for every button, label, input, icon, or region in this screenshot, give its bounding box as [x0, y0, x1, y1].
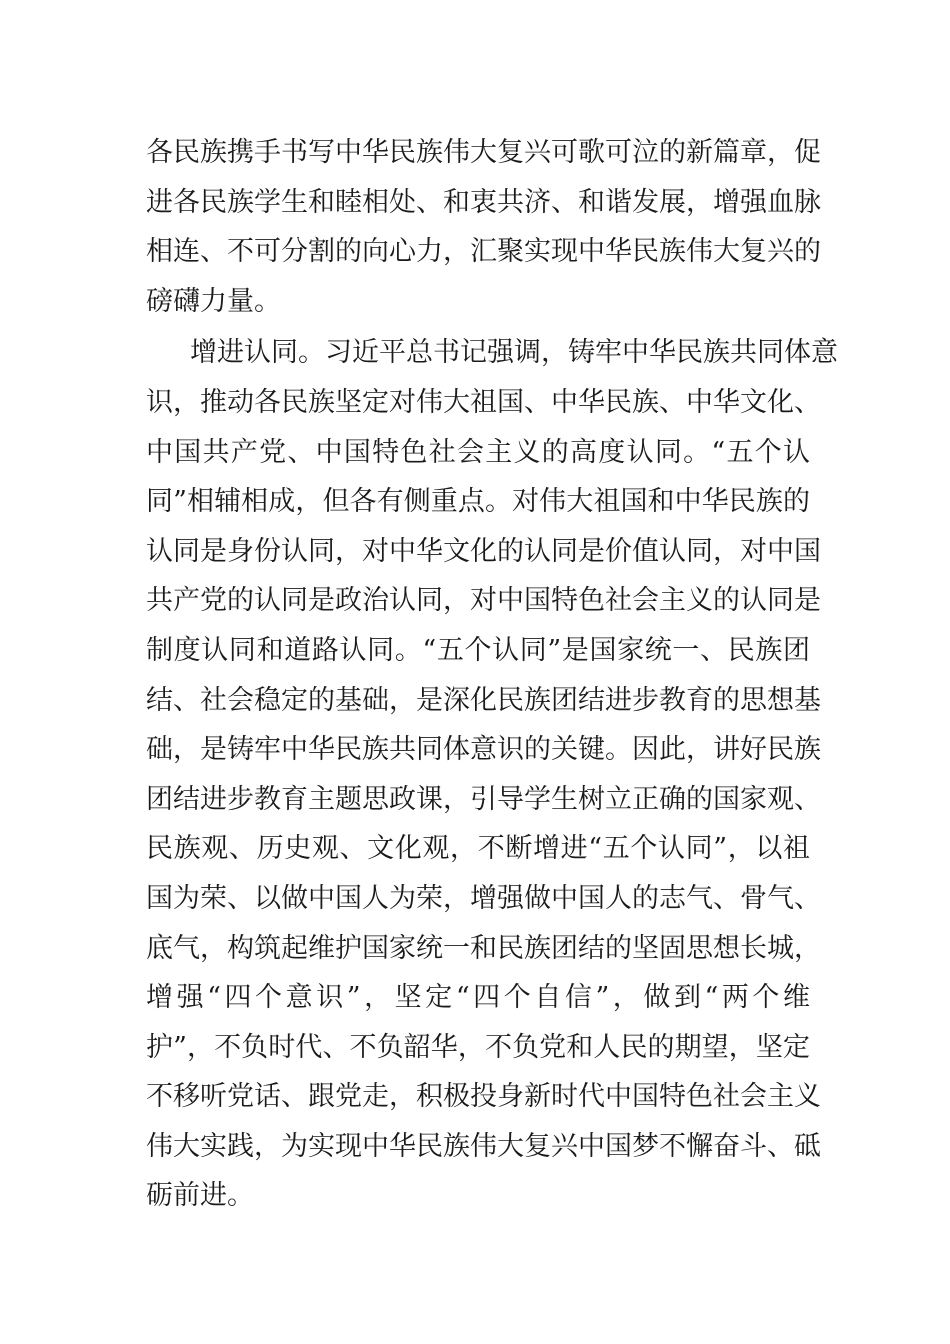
paragraph-line: 制度认同和道路认同。“五个认同”是国家统一、民族团	[146, 634, 810, 666]
paragraph-line: 伟大实践，为实现中华民族伟大复兴中国梦不懈奋斗、砥	[146, 1130, 821, 1162]
paragraph-line: 共产党的认同是政治认同，对中国特色社会主义的认同是	[146, 585, 821, 617]
paragraph-line: 进各民族学生和睦相处、和衷共济、和谐发展，增强血脉	[146, 186, 821, 218]
paragraph-line: 相连、不可分割的向心力，汇聚实现中华民族伟大复兴的	[146, 236, 821, 268]
body-text	[146, 128, 838, 1221]
paragraph-line: 同”相辅相成，但各有侧重点。对伟大祖国和中华民族的	[146, 486, 810, 518]
paragraph-line: 中国共产党、中国特色社会主义的高度认同。“五个认	[146, 436, 810, 468]
paragraph-line: 护”，不负时代、不负韶华，不负党和人民的期望，坚定	[146, 1031, 810, 1063]
paragraph-line: 各民族携手书写中华民族伟大复兴可歌可泣的新篇章，促	[146, 137, 821, 168]
paragraph-line: 增进认同。习近平总书记强调，铸牢中华民族共同体意	[190, 337, 838, 369]
paragraph-line: 增强“四个意识”，坚定“四个自信”，做到“两个维	[146, 982, 810, 1014]
paragraph-line: 团结进步教育主题思政课，引导学生树立正确的国家观、	[146, 783, 821, 815]
paragraph-line: 认同是身份认同，对中华文化的认同是价值认同，对中国	[146, 535, 821, 567]
paragraph-line: 砺前进。	[146, 1180, 254, 1212]
paragraph-2	[146, 328, 838, 1221]
paragraph-1	[146, 128, 821, 326]
paragraph-line: 不移听党话、跟党走，积极投身新时代中国特色社会主义	[146, 1081, 821, 1113]
paragraph-line: 识，推动各民族坚定对伟大祖国、中华民族、中华文化、	[146, 386, 821, 418]
paragraph-line: 结、社会稳定的基础，是深化民族团结进步教育的思想基	[146, 684, 821, 716]
paragraph-line: 磅礴力量。	[146, 285, 281, 317]
paragraph-line: 础，是铸牢中华民族共同体意识的关键。因此，讲好民族	[146, 734, 821, 766]
paragraph-line: 民族观、历史观、文化观，不断增进“五个认同”，以祖	[146, 833, 810, 865]
paragraph-line: 底气，构筑起维护国家统一和民族团结的坚固思想长城，	[146, 932, 821, 964]
paragraph-line: 国为荣、以做中国人为荣，增强做中国人的志气、骨气、	[146, 882, 821, 914]
